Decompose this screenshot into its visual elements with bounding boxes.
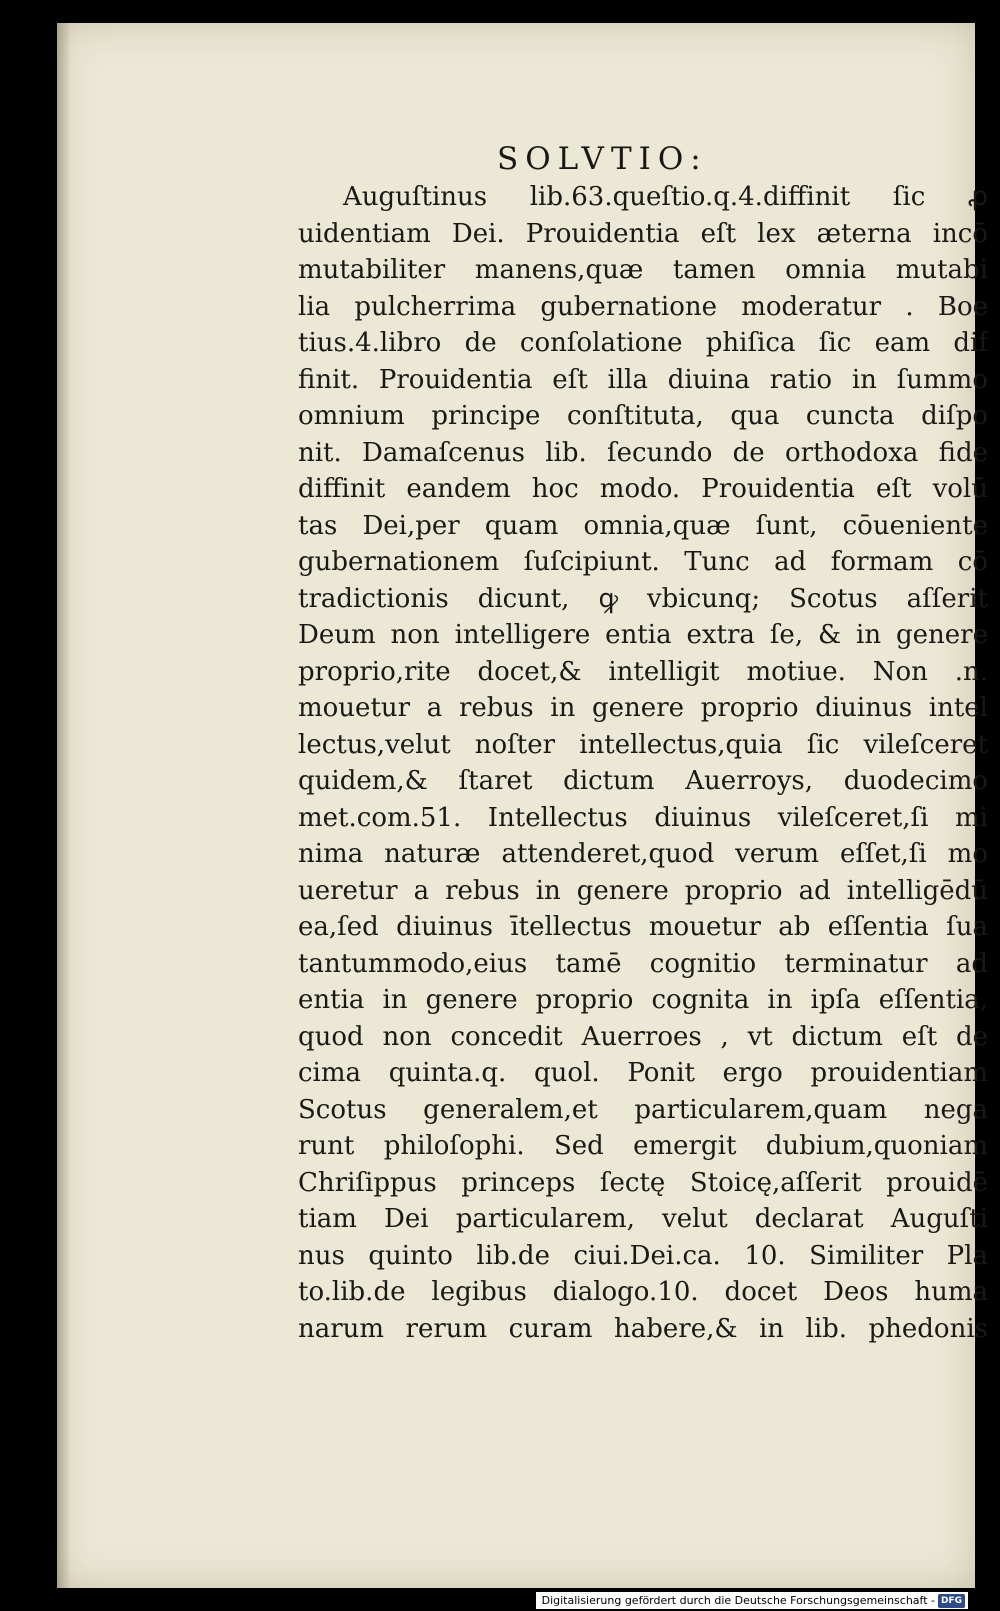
text-line: to.lib.de legibus dialogo.10. docet Deos huma [298, 1277, 988, 1307]
text-line: mouetur a rebus in genere proprio diuinus intel [298, 693, 988, 723]
text-line: ueretur a rebus in genere proprio ad intelligēdū [298, 875, 988, 906]
text-line: runt philoſophi. Sed emergit dubium,quoniam [298, 1131, 988, 1161]
text-line: met.com.51. Intellectus diuinus vileſceret,ſi mi [298, 802, 988, 833]
text-line: narum rerum curam habere,& in lib. phedonis [298, 1313, 988, 1344]
text-line: proprio,rite docet,& intelligit motiue. Non .n. [298, 656, 988, 687]
digitization-credit [536, 1592, 968, 1609]
text-line: Deum non intelligere entia extra ſe, & in genere [298, 620, 988, 650]
text-line: ea,ſed diuinus ītellectus mouetur ab eſſentia ſua [298, 912, 988, 942]
text-line: finit. Prouidentia eſt illa diuina ratio in ſummo [298, 364, 988, 395]
text-line: lia pulcherrima gubernatione moderatur . Boe [298, 291, 988, 322]
credit-text: Digitalisierung gefördert durch die Deutsche Forschungsgemeinschaft - [541, 1594, 935, 1607]
text-line: tantummodo,eius tamē cognitio terminatur ad [298, 948, 988, 979]
text-line: cima quinta.q. quol. Ponit ergo prouidentiam [298, 1058, 988, 1088]
body-text [298, 179, 988, 1347]
text-line: nima naturæ attenderet,quod verum eſſet,ſi mo [298, 839, 988, 869]
text-line: diffinit eandem hoc modo. Prouidentia eſt volū [298, 474, 988, 504]
text-line: omnium principe conſtituta, qua cuncta diſpo [298, 401, 988, 431]
book-page [57, 23, 988, 1588]
text-line: tiam Dei particularem, velut declarat Auguſti [298, 1204, 988, 1234]
dfg-logo-icon: DFG [938, 1594, 965, 1608]
text-line: gubernationem ſuſcipiunt. Tunc ad formam cō [298, 547, 988, 577]
text-line: uidentiam Dei. Prouidentia eſt lex æterna incō [298, 218, 988, 249]
text-line: Chriſippus princeps ſectę Stoicę,aſſerit prouidē [298, 1167, 988, 1198]
text-line: lectus,velut noſter intellectus,quia ſic vileſceret [298, 729, 988, 760]
text-line: nus quinto lib.de ciui.Dei.ca. 10. Similiter Pla [298, 1240, 988, 1271]
text-line: tas Dei,per quam omnia,quæ ſunt, cōueniente [298, 510, 988, 541]
text-line: nit. Damaſcenus lib. ſecundo de orthodoxa fide [298, 437, 988, 468]
text-line: Scotus generalem,et particularem,quam nega [298, 1094, 988, 1125]
section-heading: SOLVTIO: [497, 141, 708, 177]
text-line: tius.4.libro de conſolatione phiſica ſic eam dif [298, 328, 988, 358]
text-line: entia in genere proprio cognita in ipſa eſſentia, [298, 985, 988, 1015]
text-line: quod non concedit Auerroes , vt dictum eſt de [298, 1021, 988, 1052]
text-line: mutabiliter manens,quæ tamen omnia mutabi [298, 255, 988, 285]
text-line: quidem,& ſtaret dictum Auerroys, duodecimo [298, 766, 988, 796]
text-line: Auguſtinus lib.63.queſtio.q.4.diffinit ſic ꝓ [343, 182, 988, 212]
text-line: tradictionis dicunt, ꝙ vbicunq; Scotus aſſerit [298, 583, 988, 614]
